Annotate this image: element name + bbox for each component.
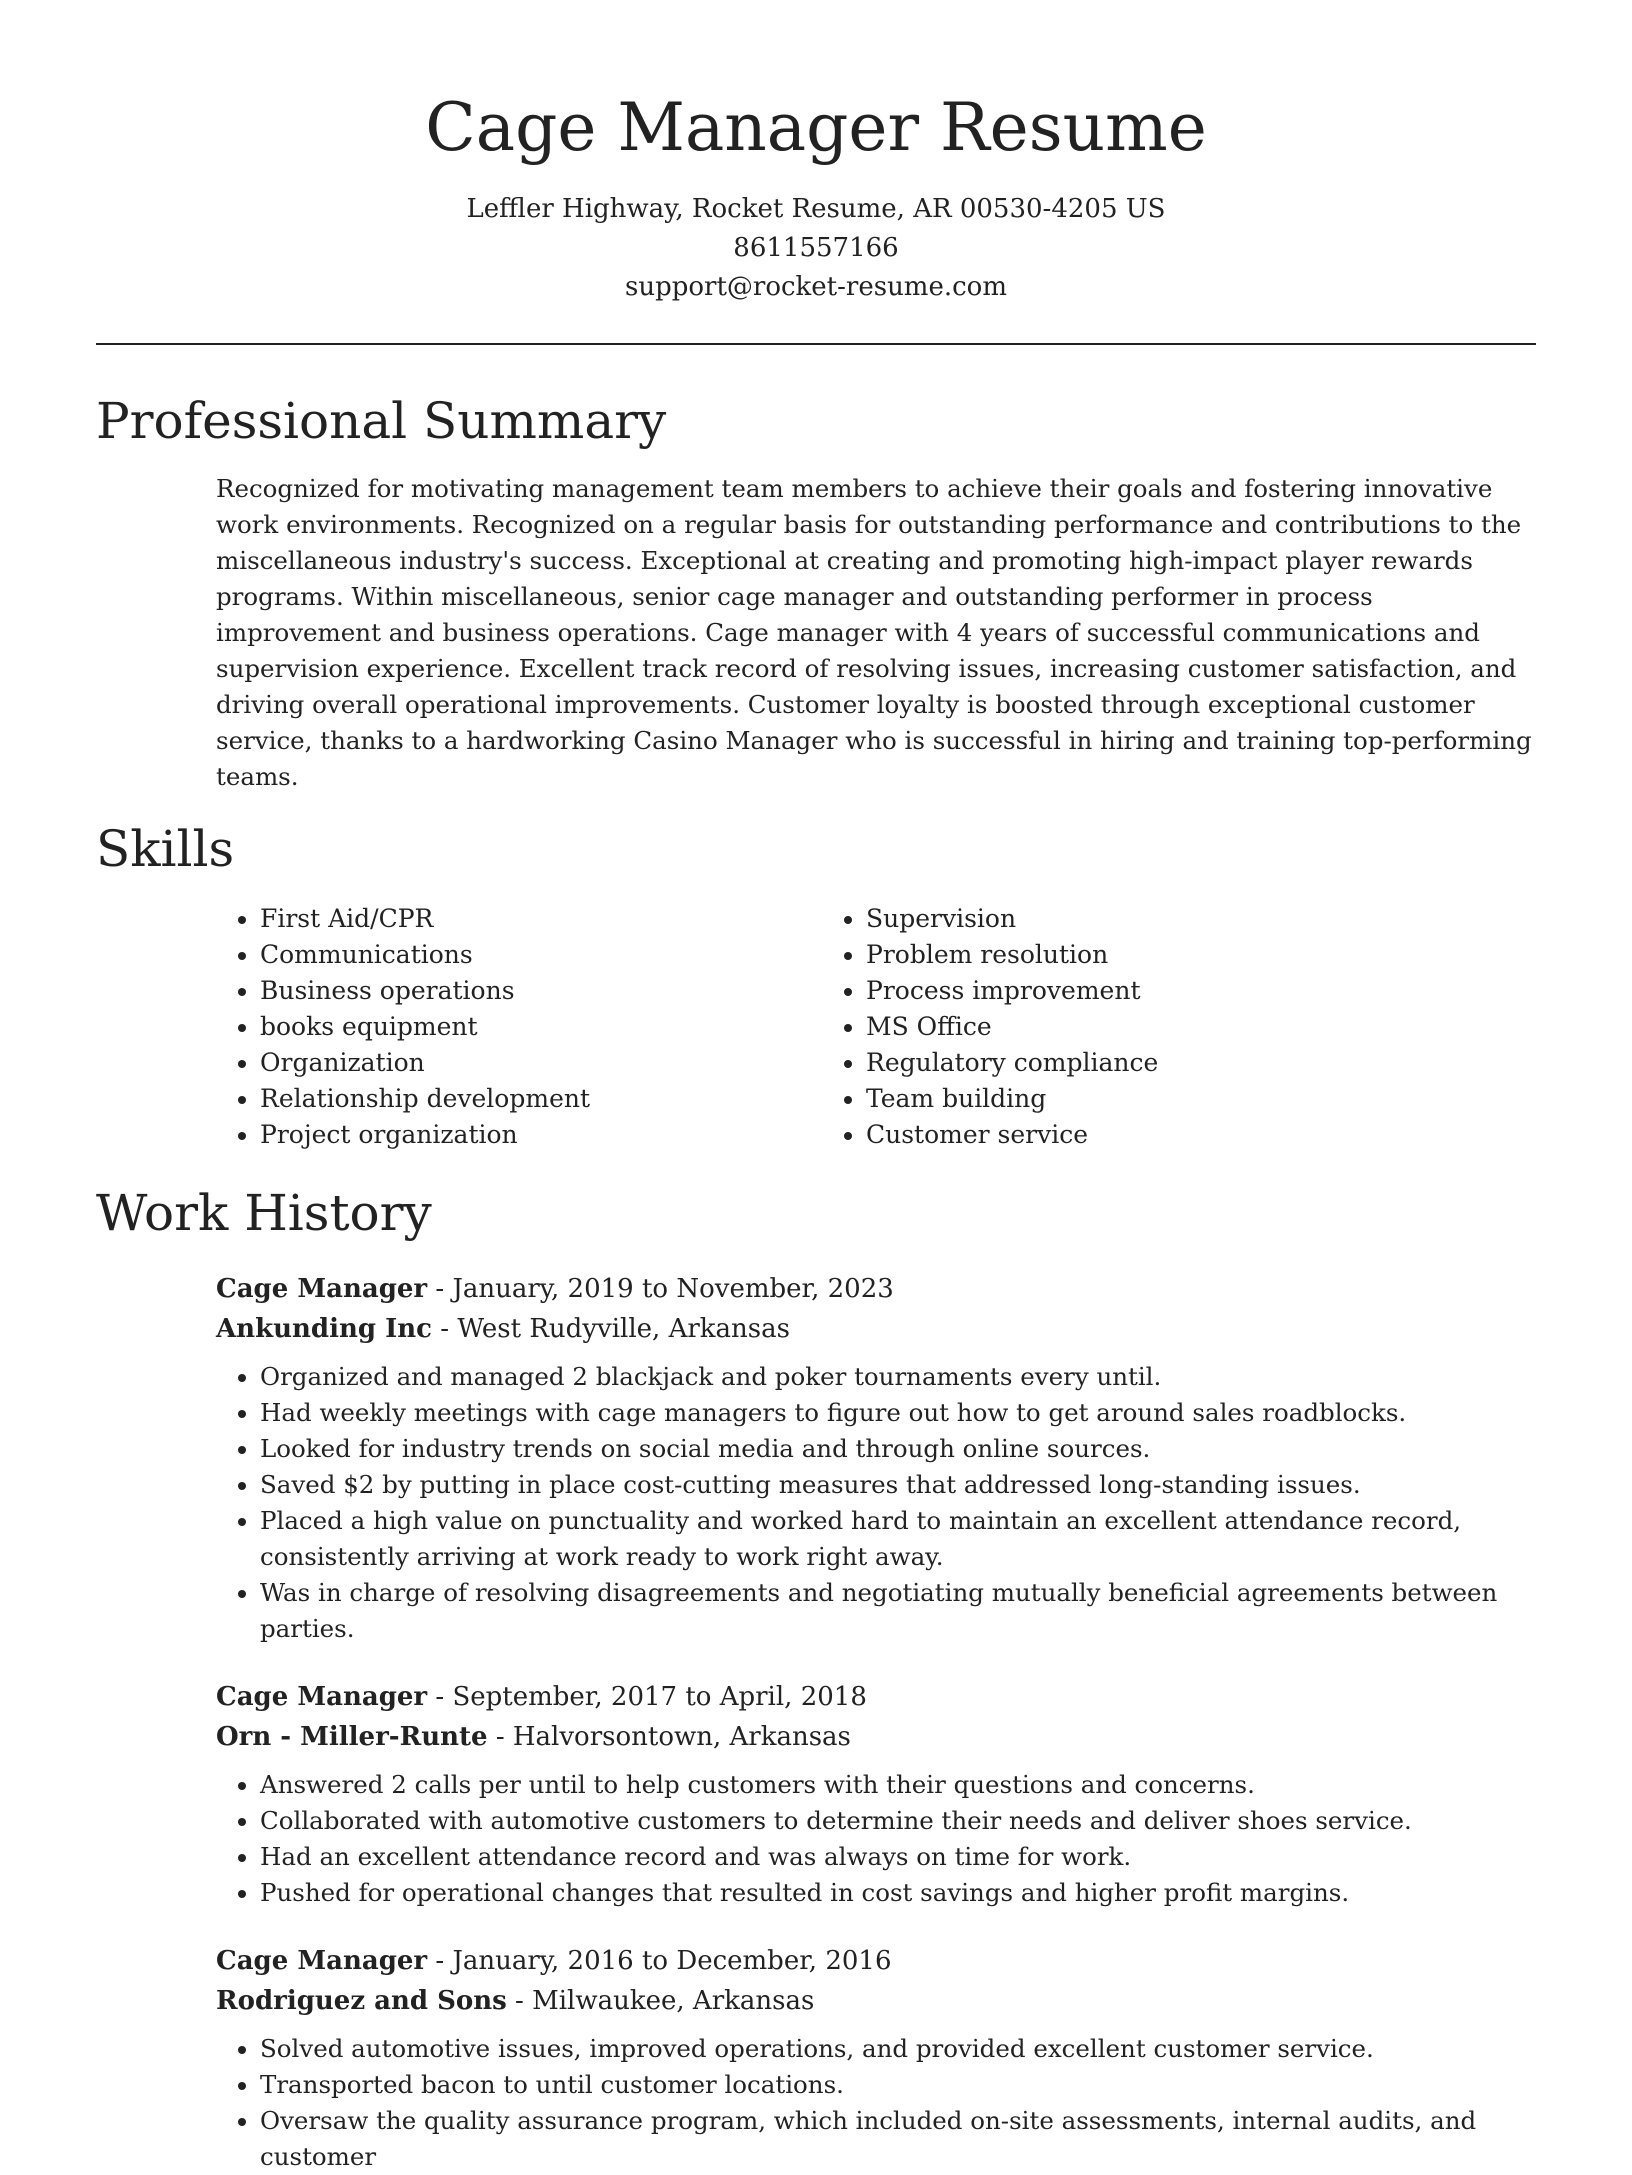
job-bullet: • Had weekly meetings with cage managers to figure out how to get around sales roadblocks. xyxy=(260,1395,1536,1431)
resume-title: Cage Manager Resume xyxy=(425,89,1207,166)
job-location: - Milwaukee, Arkansas xyxy=(506,1986,815,2016)
job-bullet: • Looked for industry trends on social media and through online sources. xyxy=(260,1431,1536,1467)
summary-heading: Professional Summary xyxy=(96,392,667,450)
job-bullet: • Solved automotive issues, improved operations, and provided excellent customer service. xyxy=(260,2031,1536,2067)
job-bullets xyxy=(216,2031,1536,2175)
skill-item: • MS Office xyxy=(866,1009,1462,1045)
job-location: - West Rudyville, Arkansas xyxy=(432,1314,790,1344)
job-bullet: • Transported bacon to until customer locations. xyxy=(260,2067,1536,2103)
job-bullets xyxy=(216,1767,1536,1911)
skill-item: • Problem resolution xyxy=(866,937,1462,973)
job-company: Rodriguez and Sons xyxy=(216,1986,507,2016)
resume-page xyxy=(96,84,1536,2175)
job-company: Orn - Miller-Runte xyxy=(216,1722,488,1752)
job-dates: - September, 2017 to April, 2018 xyxy=(427,1682,867,1712)
job-company-line xyxy=(216,1717,1536,1757)
skills-column-2 xyxy=(822,901,1462,1153)
job-company-line xyxy=(216,1309,1536,1349)
job-bullet: • Organized and managed 2 blackjack and poker tournaments every until. xyxy=(260,1359,1536,1395)
contact-phone: 8611557166 xyxy=(733,233,899,263)
header-divider xyxy=(96,343,1536,345)
skills-heading: Skills xyxy=(96,820,235,878)
job-entry xyxy=(216,1677,1536,1911)
job-title-line xyxy=(216,1269,1536,1309)
job-bullet: • Pushed for operational changes that resulted in cost savings and higher profit margins. xyxy=(260,1875,1536,1911)
skills-column-1 xyxy=(216,901,822,1153)
job-bullet: • Placed a high value on punctuality and worked hard to maintain an excellent attendance record, consistently arriving at work ready to work right away. xyxy=(260,1503,1536,1575)
work-history-heading: Work History xyxy=(96,1184,432,1242)
resume-header xyxy=(96,84,1536,307)
job-bullet: • Oversaw the quality assurance program, which included on-site assessments, internal audits, and customer xyxy=(260,2103,1536,2175)
skill-item: • books equipment xyxy=(260,1009,822,1045)
skills-list xyxy=(216,901,1536,1153)
job-position: Cage Manager xyxy=(216,1946,428,1976)
skill-item: • Customer service xyxy=(866,1117,1462,1153)
skill-item: • Organization xyxy=(260,1045,822,1081)
job-dates: - January, 2019 to November, 2023 xyxy=(427,1274,894,1304)
skill-item: • Supervision xyxy=(866,901,1462,937)
job-bullet: • Had an excellent attendance record and was always on time for work. xyxy=(260,1839,1536,1875)
job-company-line xyxy=(216,1981,1536,2021)
job-bullet: • Answered 2 calls per until to help customers with their questions and concerns. xyxy=(260,1767,1536,1803)
summary-text: Recognized for motivating management team members to achieve their goals and fostering innovative work environments. Recognized on a regular basis for outstanding performance and contributions to the miscellaneous industry's success. Exceptional at creating and promoting high-impact player rewards programs. Within miscellaneous, senior cage manager and outstanding performer in process improvement and business operations. Cage manager with 4 years of successful communications and supervision experience. Excellent track record of resolving issues, increasing customer satisfaction, and driving overall operational improvements. Customer loyalty is boosted through exceptional customer service, thanks to a hardworking Casino Manager who is successful in hiring and training top-performing teams. xyxy=(216,474,1532,791)
contact-address: Leffler Highway, Rocket Resume, AR 00530-4205 US xyxy=(466,194,1166,224)
job-bullet: • Collaborated with automotive customers to determine their needs and deliver shoes service. xyxy=(260,1803,1536,1839)
job-dates: - January, 2016 to December, 2016 xyxy=(427,1946,892,1976)
job-position: Cage Manager xyxy=(216,1274,428,1304)
job-entry xyxy=(216,1941,1536,2175)
job-entry xyxy=(216,1269,1536,1647)
job-bullets xyxy=(216,1359,1536,1647)
skill-item: • Communications xyxy=(260,937,822,973)
skill-item: • Project organization xyxy=(260,1117,822,1153)
job-title-line xyxy=(216,1677,1536,1717)
job-company: Ankunding Inc xyxy=(216,1314,432,1344)
skill-item: • Regulatory compliance xyxy=(866,1045,1462,1081)
contact-email: support@rocket-resume.com xyxy=(624,272,1007,302)
job-location: - Halvorsontown, Arkansas xyxy=(487,1722,851,1752)
skill-item: • Relationship development xyxy=(260,1081,822,1117)
job-title-line xyxy=(216,1941,1536,1981)
job-bullet: • Saved $2 by putting in place cost-cutting measures that addressed long-standing issues. xyxy=(260,1467,1536,1503)
skill-item: • Business operations xyxy=(260,973,822,1009)
job-bullet: • Was in charge of resolving disagreements and negotiating mutually beneficial agreements between parties. xyxy=(260,1575,1536,1647)
job-position: Cage Manager xyxy=(216,1682,428,1712)
skill-item: • Process improvement xyxy=(866,973,1462,1009)
skill-item: • First Aid/CPR xyxy=(260,901,822,937)
skill-item: • Team building xyxy=(866,1081,1462,1117)
